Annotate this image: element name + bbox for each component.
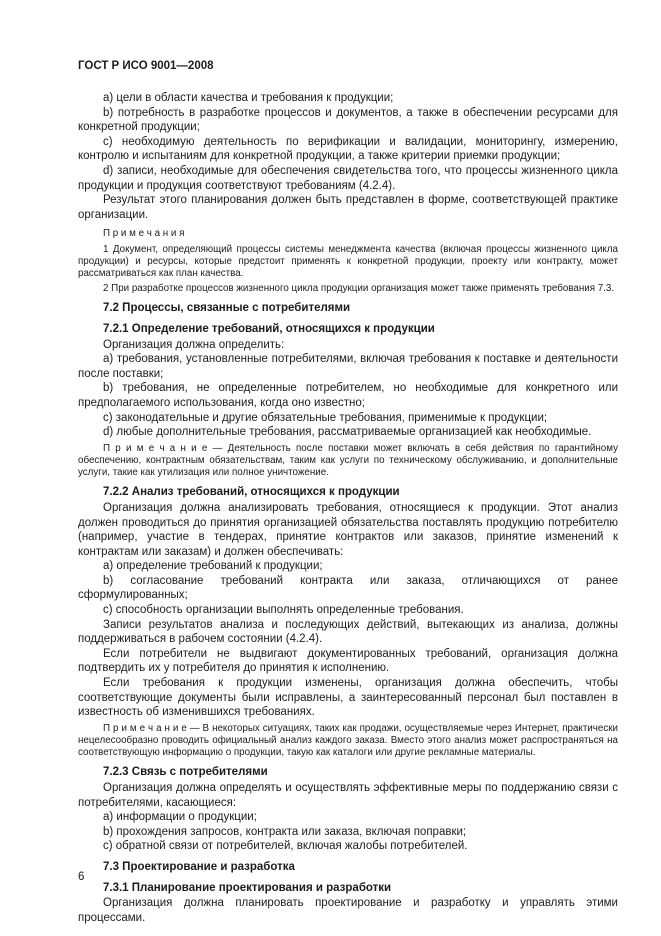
paragraph: Организация должна анализировать требования, относящиеся к продукции. Этот анализ должен проводиться до принятия организацией обязательства поставлять продукцию потребителю (например, участие в тендерах, принятие контрактов или заказов, принятие изменений к контрактам или заказам) и должен обеспечивать: [78,501,618,558]
section-heading: 7.2.1 Определение требований, относящихся к продукции [103,322,435,335]
paragraph: Записи результатов анализа и последующих действий, вытекающих из анализа, должны поддерживаться в рабочем состоянии (4.2.4). [78,618,618,646]
note-paragraph: 2 При разработке процессов жизненного цикла продукции организация может также применять требования 7.3. [103,283,615,295]
paragraph: c) законодательные и другие обязательные требования, применимые к продукции; [103,411,548,424]
note-paragraph: П р и м е ч а н и е — Деятельность после поставки может включать в себя действия по гарантийному обеспечению, контрактным обязательствам, таким как услуги по техническому обслуживанию, и дополнительные услуги, такие как утилизация или полное уничтожение. [78,442,618,479]
paragraph: d) записи, необходимые для обеспечения свидетельства того, что процессы жизненного цикла продукции и продукция соответствуют требованиям (4.2.4). [78,164,618,192]
section-heading: 7.2.2 Анализ требований, относящихся к продукции [103,486,400,499]
document-header: ГОСТ Р ИСО 9001—2008 [78,60,214,72]
paragraph: d) любые дополнительные требования, рассматриваемые организацией как необходимые. [103,426,592,439]
section-heading: 7.2.3 Связь с потребителями [103,766,268,779]
note-paragraph: 1 Документ, определяющий процессы системы менеджмента качества (включая процессы жизненного цикла продукции) и ресурсы, которые предстоит применять к конкретной продукции, проекту или контракту, может рассматриваться как план качества. [78,243,618,279]
paragraph: a) определение требований к продукции; [103,560,323,573]
document-content [78,60,618,925]
paragraph: Организация должна определять и осуществлять эффективные меры по поддержанию связи с потребителями, касающиеся: [78,782,618,809]
notes-title: П р и м е ч а н и я [103,228,185,240]
paragraph: a) цели в области качества и требования к продукции; [103,92,394,104]
paragraph: b) прохождения запросов, контракта или заказа, включая поправки; [103,825,467,838]
paragraph: Если требования к продукции изменены, организация должна обеспечить, чтобы соответствующие документы были исправлены, а заинтересованный персонал был поставлен в известность об изменившихся требованиях. [78,677,618,719]
paragraph: b) потребность в разработке процессов и документов, а также в обеспечении ресурсами для конкретной продукции; [78,106,618,134]
note-paragraph: П р и м е ч а н и е — В некоторых ситуациях, таких как продажи, осуществляемые через Интернет, практически нецелесообразно проводить официальный анализ каждого заказа. Вместо этого анализ может распространяться на соответствующую информацию о продукции, такую как каталоги или другие рекламные материалы. [78,722,618,759]
page-number: 6 [78,871,85,883]
section-heading: 7.2 Процессы, связанные с потребителями [103,302,351,315]
paragraph: c) необходимую деятельность по верификации и валидации, мониторингу, измерению, контролю и испытаниям для конкретной продукции, а также критерии приемки продукции; [78,135,618,163]
paragraph: c) способность организации выполнять определенные требования. [103,604,464,617]
document-body [78,91,618,925]
paragraph: a) требования, установленные потребителями, включая требования к поставке и деятельности после поставки; [78,353,618,380]
paragraph: Результат этого планирования должен быть представлен в форме, соответствующей практике организации. [78,194,618,221]
paragraph: b) требования, не определенные потребителем, но необходимые для конкретного или предполагаемого использования, когда оно известно; [78,382,618,409]
paragraph: Организация должна определить: [103,338,285,351]
section-heading: 7.3 Проектирование и разработка [103,860,295,873]
paragraph: a) информации о продукции; [103,811,257,824]
section-heading: 7.3.1 Планирование проектирования и разработки [103,881,392,894]
paragraph: Организация должна планировать проектирование и разработку и управлять этими процессами. [78,897,618,924]
paragraph: b) согласование требований контракта или заказа, отличающихся от ранее сформулированных; [78,574,618,602]
paragraph: c) обратной связи от потребителей, включая жалобы потребителей. [103,840,468,853]
paragraph: Если потребители не выдвигают документированных требований, организация должна подтвердить их у потребителя до принятия к исполнению. [78,647,618,675]
